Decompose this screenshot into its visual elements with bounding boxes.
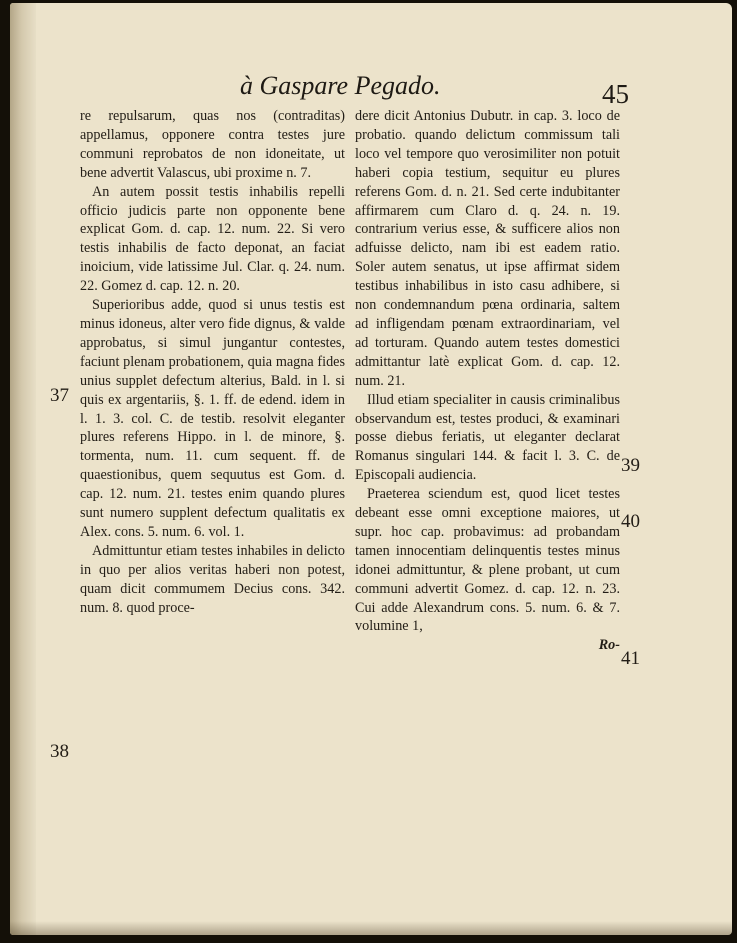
paragraph: Admittuntur etiam testes inhabiles in delicto in quo per alios veritas haberi non potest, quam dicit commumem Decius cons. 342. num. 8. quod proce-: [80, 542, 345, 616]
paragraph: An autem possit testis inhabilis repelli officio judicis parte non opponente bene explicat Gom. d. cap. 12. num. 22. Si vero testis inhabilis de facto deponat, an faciat inoicium, vide latissime Jul. Clar. q. 24. num. 22. Gomez d. cap. 12. n. 20.: [80, 183, 345, 295]
margin-number: 37: [50, 385, 69, 406]
left-column: [80, 107, 345, 617]
margin-number: 38: [50, 741, 69, 762]
paragraph: Praeterea sciendum est, quod licet testes debeant esse omni exceptione maiores, ut supr. hoc cap. probavimus: ad probandam tamen innocentiam delinquentis testes minus idonei admittuntur, & plene probant, ut cum communi advertit Gomez. d. cap. 12. n. 23. Cui adde Alexandrum cons. 5. num. 6. & 7. volumine 1,: [355, 486, 620, 635]
page-gutter: [10, 3, 36, 935]
margin-number: 40: [621, 511, 640, 532]
right-column: [355, 107, 620, 655]
running-head: à Gaspare Pegado.: [240, 71, 441, 100]
paragraph: Superioribus adde, quod si unus testis est minus idoneus, alter vero fide dignus, & valde approbatus, si simul jungantur contestes, faciunt plenam probationem, quia magna fides unius supplet defectum alterius, Bald. in l. si quis ex argentariis, §. 1. ff. de edend. idem in l. 1. 3. col. C. de testib. resolvit eleganter plures referens Hippo. in l. de minore, §. tormenta, num. 11. cum sequent. ff. de quaestionibus, quem sequutus est Gom. d. cap. 12. num. 21. testes enim quando plures sunt numero supplent defectum qualitatis ex Alex. cons. 5. num. 6. vol. 1.: [80, 297, 345, 540]
book-page: [10, 3, 732, 935]
margin-number: 41: [621, 648, 640, 669]
paragraph: re repulsarum, quas nos (contraditas) appellamus, opponere contra testes jure communi reprobatos de non idoneitate, ut bene advertit Valascus, ubi proxime n. 7.: [80, 108, 345, 181]
catchword: Ro-: [598, 637, 620, 654]
paragraph: Illud etiam specialiter in causis criminalibus observandum est, testes produci, & examinari posse diebus feriatis, ut eleganter declarat Romanus singulari 144. & facit l. 3. C. de Episcopali audiencia.: [355, 391, 620, 484]
paragraph: dere dicit Antonius Dubutr. in cap. 3. loco de probatio. quando delictum commissum tali loco vel tempore quo verosimiliter non potuit haberi copia testium, sequitur eu plures referens Gom. d. n. 21. Sed certe indubitanter affirmarem cum Claro d. q. 24. n. 19. contrarium verius esse, & sufficere alios non adfuisse delicto, nam ibi est eadem ratio. Soler autem senatus, ut ipse affirmat sidem testibus inhabilibus in isto casu adhibere, si non condemnandum pœna ordinaria, saltem ad infligendam pœnam extraordinariam, vel ad torturam. Quando autem testes domestici admittantur latè explicat Gom. d. cap. 12. num. 21.: [355, 108, 620, 389]
margin-number: 39: [621, 455, 640, 476]
page-bottom-shadow: [10, 921, 732, 935]
page-number: 45: [602, 79, 629, 109]
